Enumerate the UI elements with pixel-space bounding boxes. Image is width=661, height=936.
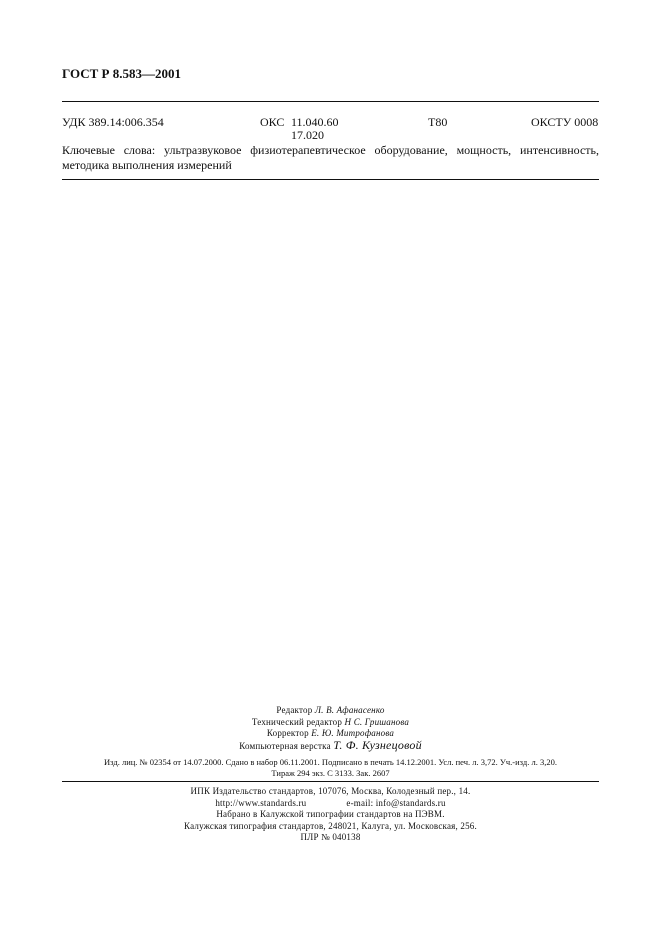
credit-role: Корректор: [266, 728, 309, 738]
publisher-address: ИПК Издательство стандартов, 107076, Москва, Колодезный пер., 14.: [190, 786, 471, 796]
divider: [62, 179, 599, 180]
typesetting-note: Набрано в Калужской типографии стандартов на ПЭВМ.: [216, 809, 445, 820]
publication-info: [56, 757, 605, 779]
credit-corrector: [62, 728, 599, 740]
printer-address: Калужская типография стандартов, 248021, Калуга, ул. Московская, 256.: [184, 820, 477, 831]
okstu-code: ОКСТУ 0008: [531, 115, 599, 129]
divider: [62, 781, 599, 782]
keywords: Ключевые слова: ультразвуковое физиотерапевтическое оборудование, мощность, интенсивность, методика выполнения измерений: [62, 143, 599, 172]
credit-name: Л. В. Афанасенко: [314, 705, 385, 715]
credit-tech-editor: [62, 717, 599, 729]
publisher-email[interactable]: e-mail: info@standards.ru: [346, 797, 446, 808]
t-code: Т80: [428, 115, 448, 129]
credit-role: Редактор: [276, 705, 313, 715]
udk-code: УДК 389.14:006.354: [62, 115, 164, 129]
credit-name: Т. Ф. Кузнецовой: [333, 737, 422, 752]
oks-label: ОКС: [260, 115, 285, 129]
oks-code-2: 17.020: [291, 128, 324, 142]
credit-name: Е. Ю. Митрофанова: [311, 728, 395, 738]
publication-line: Тираж 294 экз. С 3133. Зак. 2607: [271, 768, 390, 778]
credits: [62, 705, 599, 752]
credit-layout: [62, 737, 599, 753]
credit-role: Технический редактор: [251, 716, 343, 727]
plr-number: ПЛР № 040138: [300, 832, 361, 843]
credit-editor: [62, 705, 599, 717]
oks-code-1: 11.040.60: [291, 115, 339, 129]
credit-name: Н С. Гришанова: [344, 716, 410, 727]
publisher-footer: [62, 786, 599, 844]
publisher-url[interactable]: http://www.standards.ru: [215, 797, 307, 808]
document-title: ГОСТ Р 8.583—2001: [62, 66, 181, 81]
divider: [62, 101, 599, 102]
credit-role: Компьютерная верстка: [239, 740, 331, 751]
publication-line: Изд. лиц. № 02354 от 14.07.2000. Сдано в набор 06.11.2001. Подписано в печать 14.12.2001. Усл. печ. л. 3,72. Уч.-изд. л. 3,20.: [104, 757, 557, 767]
